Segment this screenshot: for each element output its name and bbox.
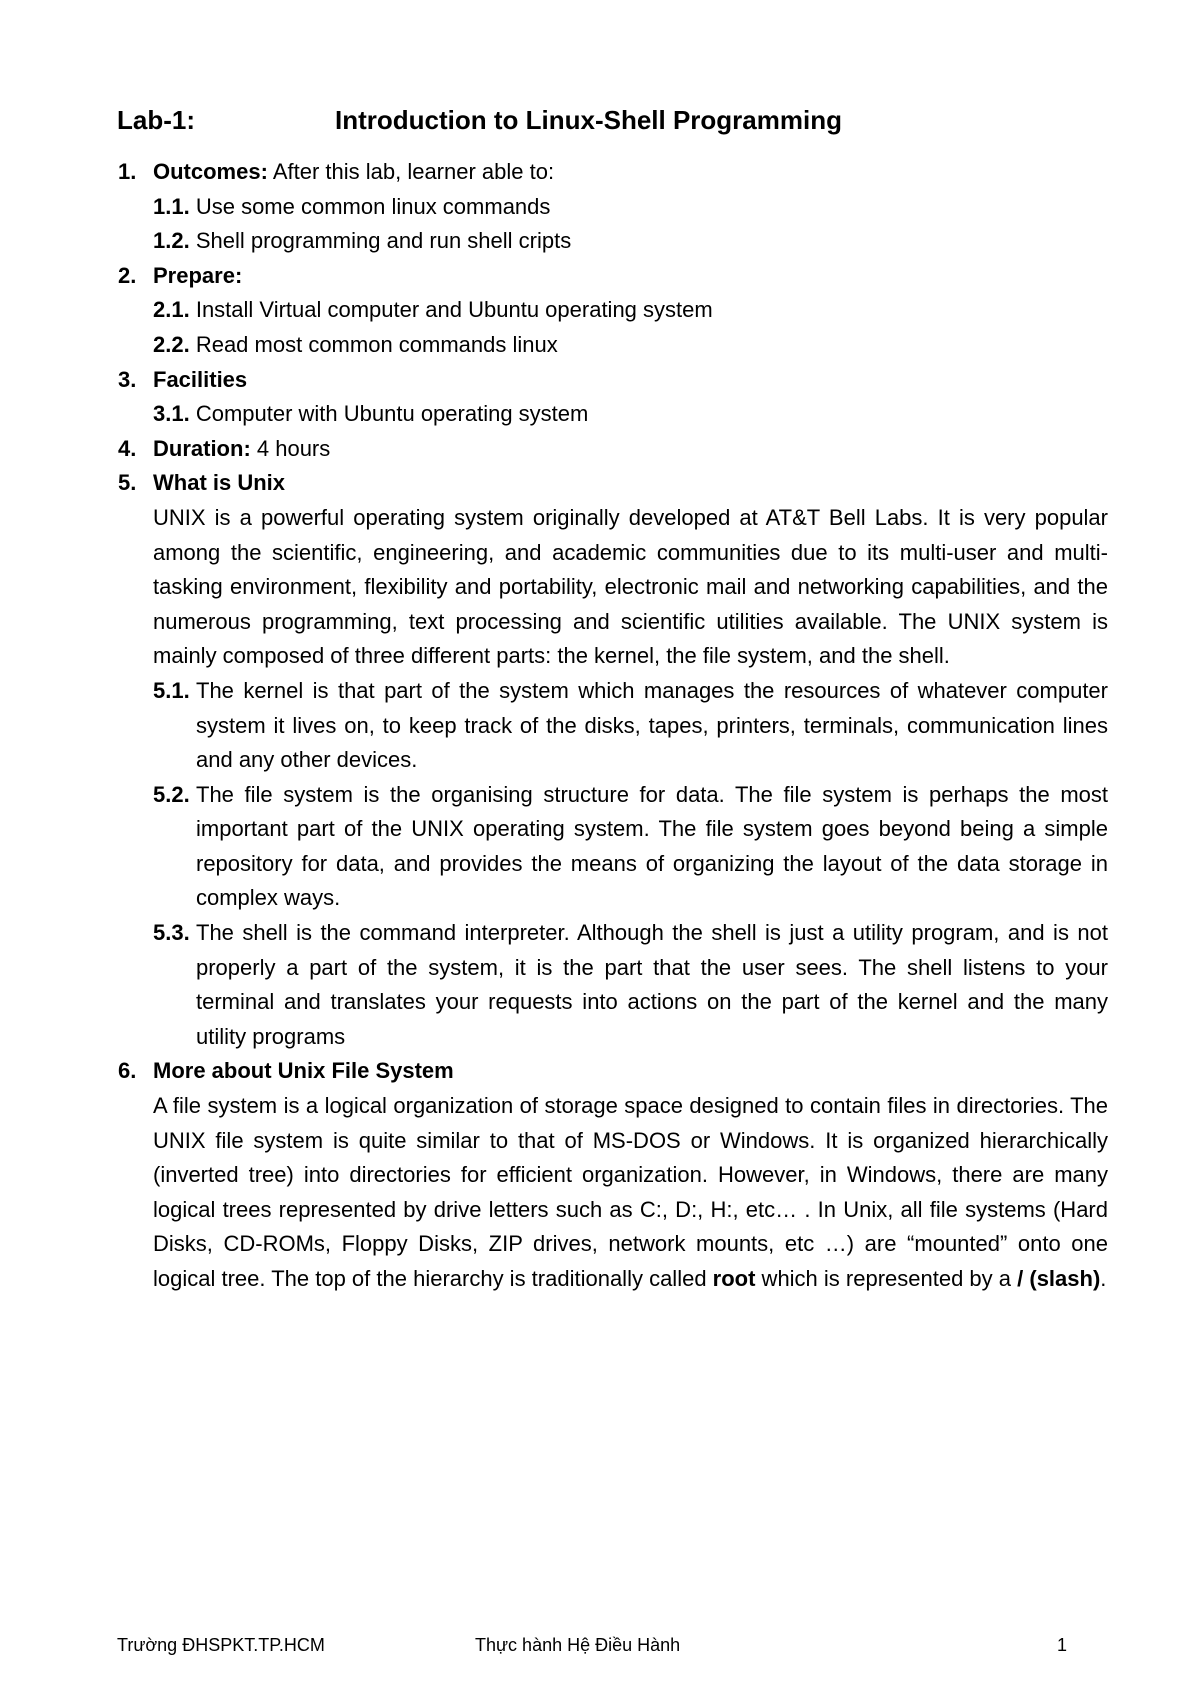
paragraph-text: A file system is a logical organization of storage space designed to contain files in directories. The UNIX file system is quite similar to that of MS-DOS or Windows. It is organized hierarchically (inverted tree) into directories for efficient organization. However, in Windows, there are many logical trees represented by drive letters such as C:, D:, H:, etc… . In Unix, all file systems (Hard Disks, CD-ROMs, Floppy Disks, ZIP drives, network mounts, etc …) are “mounted” onto one logical tree. The top of the hierarchy is traditionally called: [153, 1093, 1108, 1291]
item-number: 5.2.: [153, 781, 190, 807]
section-heading: Outcomes:: [153, 159, 268, 184]
paragraph-text: .: [1100, 1266, 1107, 1291]
section-heading: What is Unix: [153, 470, 286, 496]
section-number: 2.: [118, 262, 137, 288]
footer-course: Thực hành Hệ Điều Hành: [475, 1635, 681, 1655]
section-unix-file-system: [118, 1054, 1108, 1089]
root-term: root: [712, 1266, 756, 1291]
section-number: 4.: [118, 435, 137, 461]
section-facilities: [118, 363, 1108, 398]
item-number: 3.1.: [153, 401, 190, 427]
lab-title: Introduction to Linux-Shell Programming: [335, 105, 842, 135]
section-heading: Prepare:: [153, 262, 243, 288]
section-text: 4 hours: [250, 435, 331, 461]
section-heading: More about Unix File System: [153, 1058, 454, 1084]
paragraph-text: which is represented by a: [755, 1266, 1018, 1291]
document-body: [118, 155, 1108, 1297]
section-number: 1.: [118, 159, 137, 184]
paragraph: [118, 1089, 1108, 1297]
paragraph: UNIX is a powerful operating system originally developed at AT&T Bell Labs. It is very popular among the scientific, engineering, and academic communities due to its multi-user and multi-tasking environment, flexibility and portability, electronic mail and networking capabilities, and the numerous programming, text processing and scientific utilities available. The UNIX system is mainly composed of three different parts: the kernel, the file system, and the shell.: [153, 504, 1108, 669]
item-number: 5.3.: [153, 920, 190, 946]
item-number: 2.1.: [153, 297, 190, 323]
list-item: [118, 293, 1108, 328]
section-number: 3.: [118, 366, 137, 392]
item-number: 1.2.: [153, 228, 190, 254]
list-item: [118, 778, 1108, 916]
item-text: Use some common linux commands: [195, 193, 551, 219]
item-text: The kernel is that part of the system which manages the resources of whatever computer system it lives on, to keep track of the disks, tapes, printers, terminals, communication lines and any other devices.: [196, 677, 1108, 773]
list-item: [118, 397, 1108, 432]
item-text: Computer with Ubuntu operating system: [195, 401, 589, 427]
page-title: [117, 100, 1117, 140]
item-text: Shell programming and run shell cripts: [195, 228, 572, 254]
list-item: [118, 190, 1108, 225]
section-heading: Duration:: [153, 435, 251, 461]
section-outcomes: [118, 155, 1108, 190]
item-number: 2.2.: [153, 331, 190, 357]
section-what-is-unix: [118, 466, 1108, 501]
item-number: 5.1.: [153, 677, 190, 703]
footer-school: Trường ĐHSPKT.TP.HCM: [117, 1635, 325, 1655]
list-item: [118, 916, 1108, 1054]
page-number: 1: [1056, 1635, 1067, 1655]
list-item: [118, 328, 1108, 363]
slash-term: / (slash): [1017, 1266, 1101, 1291]
page-footer: [117, 1632, 1067, 1658]
section-number: 5.: [118, 470, 137, 496]
item-text: Install Virtual computer and Ubuntu operating system: [195, 297, 713, 323]
section-duration: [118, 432, 1108, 467]
list-item: [118, 674, 1108, 778]
item-text: The shell is the command interpreter. Although the shell is just a utility program, and is not properly a part of the system, it is the part that the user sees. The shell listens to your terminal and translates your requests into actions on the part of the kernel and the many utility programs: [196, 920, 1108, 1049]
lab-label: Lab-1:: [117, 105, 195, 135]
item-number: 1.1.: [153, 193, 190, 219]
item-text: Read most common commands linux: [195, 331, 558, 357]
section-text: After this lab, learner able to:: [267, 159, 555, 184]
item-text: The file system is the organising structure for data. The file system is perhaps the most important part of the UNIX operating system. The file system goes beyond being a simple repository for data, and provides the means of organizing the layout of the data storage in complex ways.: [196, 781, 1108, 911]
section-heading: Facilities: [153, 366, 248, 392]
section-prepare: [118, 259, 1108, 294]
list-item: [118, 224, 1108, 259]
section-number: 6.: [118, 1058, 137, 1084]
